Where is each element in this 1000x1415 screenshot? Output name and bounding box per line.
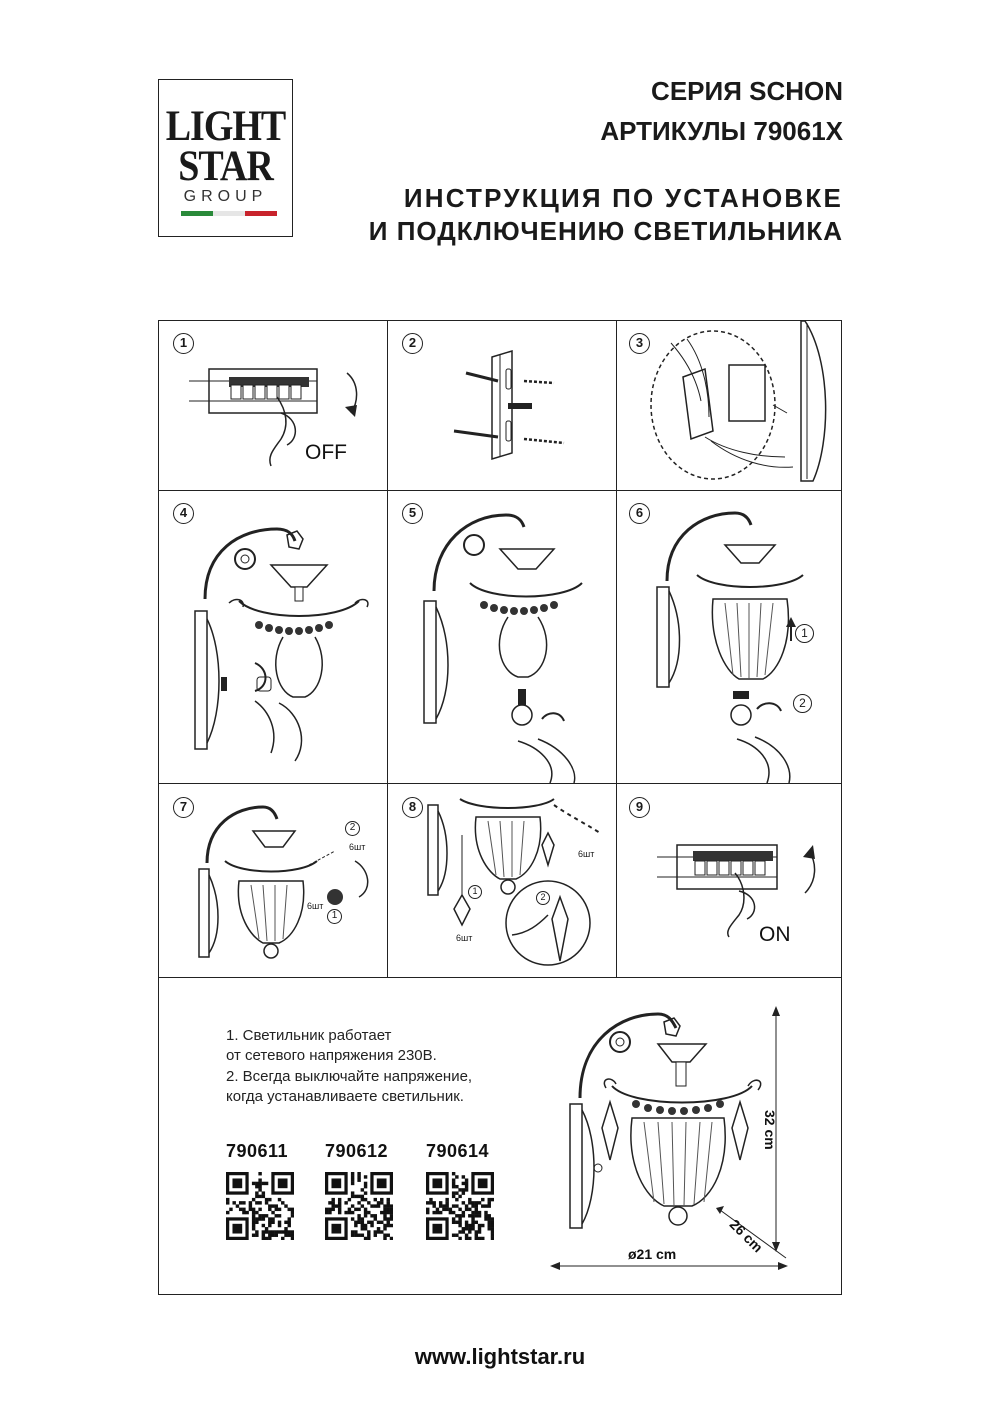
callout-badge: 2 — [536, 891, 550, 905]
note-line: 1. Светильник работает — [226, 1027, 392, 1044]
circuit-breaker-off-illustration — [159, 321, 387, 489]
article-number: 790612 — [325, 1141, 389, 1161]
step-6-panel — [617, 491, 841, 783]
note-line: 2. Всегда выключайте напряжение, — [226, 1068, 473, 1085]
step-number: 9 — [629, 797, 650, 818]
depth-dimension: 26 cm — [726, 1216, 767, 1256]
mounting-plate-illustration — [388, 321, 616, 489]
step-number: 3 — [629, 333, 650, 354]
circuit-breaker-on-illustration — [617, 785, 841, 977]
logo-line-light: LIGHT — [165, 101, 286, 151]
callout-badge: 1 — [468, 885, 482, 899]
note-line: от сетевого напряжения 230В. — [226, 1047, 437, 1064]
step-5-panel — [388, 491, 616, 783]
step-1-panel — [159, 321, 387, 489]
website-url[interactable]: www.lightstar.ru — [414, 1344, 586, 1369]
step-number: 4 — [173, 503, 194, 524]
callout-badge: 2 — [345, 821, 360, 836]
step-number: 7 — [173, 797, 194, 818]
step-number: 2 — [402, 333, 423, 354]
logo-line-star: STAR — [178, 141, 273, 191]
italian-flag-stripe — [181, 211, 277, 216]
qr-code[interactable] — [325, 1172, 393, 1240]
brand-logo — [158, 79, 293, 237]
callout-badge: 1 — [795, 624, 814, 643]
step-number: 5 — [402, 503, 423, 524]
count-label: 6шт — [349, 842, 366, 852]
step-3-panel — [617, 321, 841, 489]
logo-line-group: GROUP — [183, 188, 268, 205]
step-number: 8 — [402, 797, 423, 818]
diameter-dimension: ø21 cm — [628, 1246, 677, 1262]
grid-divider — [159, 783, 841, 784]
callout-badge: 1 — [327, 909, 342, 924]
articles-title: АРТИКУЛЫ 79061X — [600, 116, 843, 146]
callout-badge: 2 — [793, 694, 812, 713]
step-2-panel — [388, 321, 616, 489]
step-8-panel — [388, 785, 616, 977]
grid-divider — [159, 977, 841, 978]
instruction-title-line2: И ПОДКЛЮЧЕНИЮ СВЕТИЛЬНИКА — [368, 216, 843, 246]
qr-code[interactable] — [226, 1172, 294, 1240]
series-title: СЕРИЯ SCHON — [651, 76, 843, 106]
step-9-panel — [617, 785, 841, 977]
off-label: OFF — [305, 441, 347, 464]
bulb-install-illustration — [388, 491, 616, 783]
on-label: ON — [759, 923, 791, 946]
instruction-title-line1: ИНСТРУКЦИЯ ПО УСТАНОВКЕ — [403, 183, 843, 213]
note-line: когда устанавливаете светильник. — [226, 1088, 464, 1105]
step-number: 1 — [173, 333, 194, 354]
product-dimension-drawing — [540, 1000, 800, 1280]
count-label: 6шт — [307, 901, 324, 911]
article-number: 790611 — [226, 1141, 289, 1161]
step-4-panel — [159, 491, 387, 783]
step-number: 6 — [629, 503, 650, 524]
height-dimension: 32 cm — [762, 1110, 778, 1150]
count-label: 6шт — [578, 849, 595, 859]
crystal-chain-illustration — [159, 785, 387, 977]
step-7-panel — [159, 785, 387, 977]
qr-code[interactable] — [426, 1172, 494, 1240]
wire-connection-illustration — [617, 321, 841, 489]
pendant-crystals-illustration — [388, 785, 616, 977]
article-number: 790614 — [426, 1141, 490, 1161]
count-label: 6шт — [456, 933, 473, 943]
sconce-assembly-illustration — [159, 491, 387, 783]
